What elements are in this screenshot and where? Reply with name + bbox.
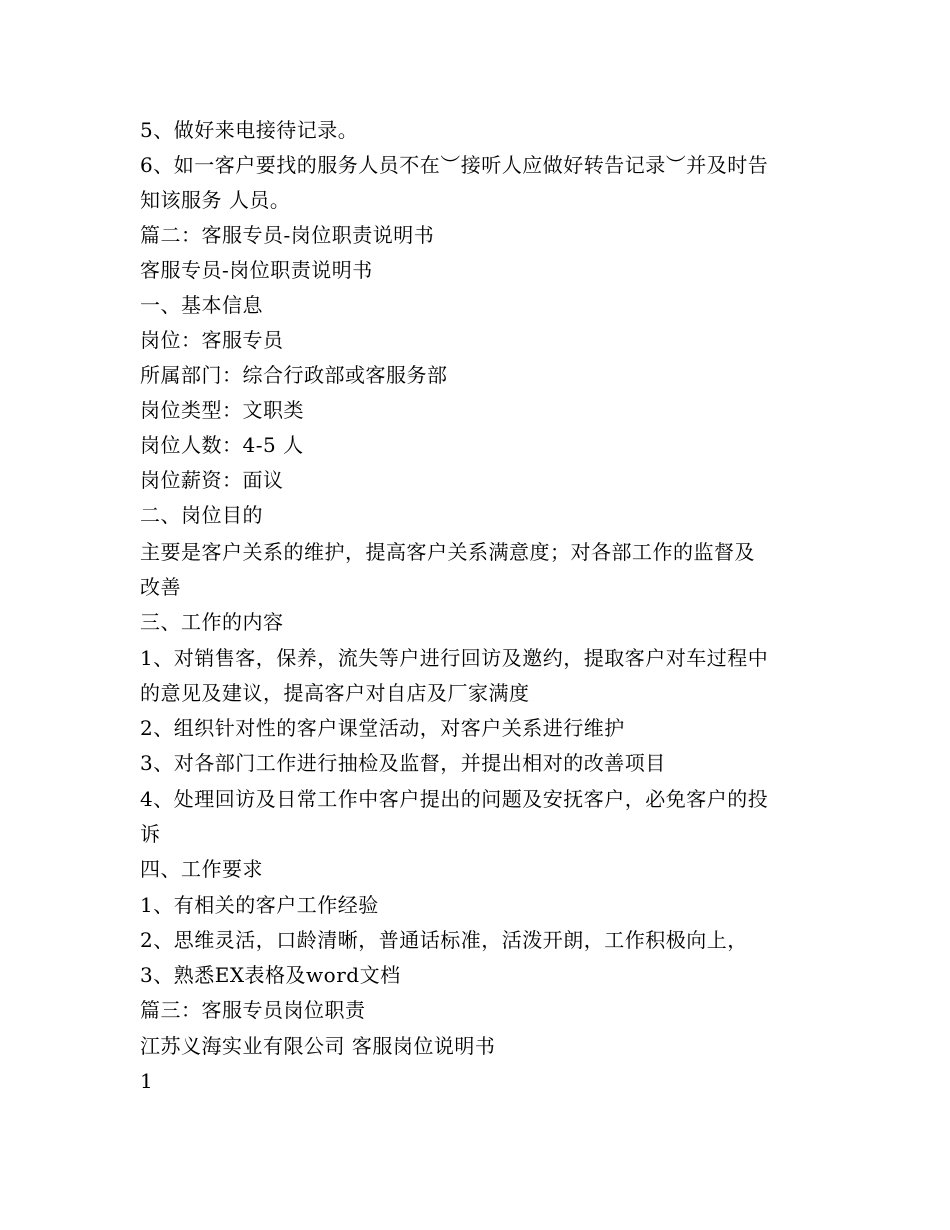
text-line: 5、做好来电接待记录。 bbox=[140, 118, 359, 142]
text-line: 主要是客户关系的维护，提高客户关系满意度；对各部工作的监督及 bbox=[140, 540, 755, 564]
text-line: 岗位人数：4-5 人 bbox=[140, 433, 304, 457]
text-line: 所属部门：综合行政部或客服务部 bbox=[140, 363, 448, 387]
text-line: 诉 bbox=[140, 822, 161, 846]
text-line: 4、处理回访及日常工作中客户提出的问题及安抚客户，必免客户的投 bbox=[140, 787, 769, 811]
section-heading: 篇三：客服专员岗位职责 bbox=[140, 998, 366, 1022]
text-line: 岗位薪资：面议 bbox=[140, 468, 284, 492]
text-line: 3、熟悉EX表格及word文档 bbox=[140, 963, 401, 987]
subsection-heading: 二、岗位目的 bbox=[140, 503, 263, 527]
subsection-heading: 三、工作的内容 bbox=[140, 610, 284, 634]
text-line: 3、对各部门工作进行抽检及监督，并提出相对的改善项目 bbox=[140, 751, 666, 775]
text-line: 江苏义海实业有限公司 客服岗位说明书 bbox=[140, 1034, 496, 1058]
text-line: 1、对销售客，保养，流失等户进行回访及邀约，提取客户对车过程中 bbox=[140, 646, 769, 670]
subsection-heading: 四、工作要求 bbox=[140, 857, 263, 881]
subsection-heading: 一、基本信息 bbox=[140, 293, 263, 317]
text-line: 岗位：客服专员 bbox=[140, 328, 284, 352]
text-line: 岗位类型：文职类 bbox=[140, 398, 304, 422]
text-line: 2、组织针对性的客户课堂活动，对客户关系进行维护 bbox=[140, 716, 625, 740]
text-line: 的意见及建议，提高客户对自店及厂家满度 bbox=[140, 681, 530, 705]
text-line: 2、思维灵活，口龄清晰，普通话标准，活泼开朗，工作积极向上， bbox=[140, 928, 748, 952]
text-line: 6、如一客户要找的服务人员不在︶接听人应做好转告记录︶并及时告 bbox=[140, 153, 769, 177]
text-line: 改善 bbox=[140, 575, 181, 599]
text-line: 1、有相关的客户工作经验 bbox=[140, 893, 379, 917]
document-title: 客服专员-岗位职责说明书 bbox=[140, 258, 373, 282]
section-heading: 篇二：客服专员-岗位职责说明书 bbox=[140, 223, 435, 247]
text-line: 知该服务 人员。 bbox=[140, 188, 291, 212]
text-line: 1 bbox=[140, 1069, 154, 1093]
